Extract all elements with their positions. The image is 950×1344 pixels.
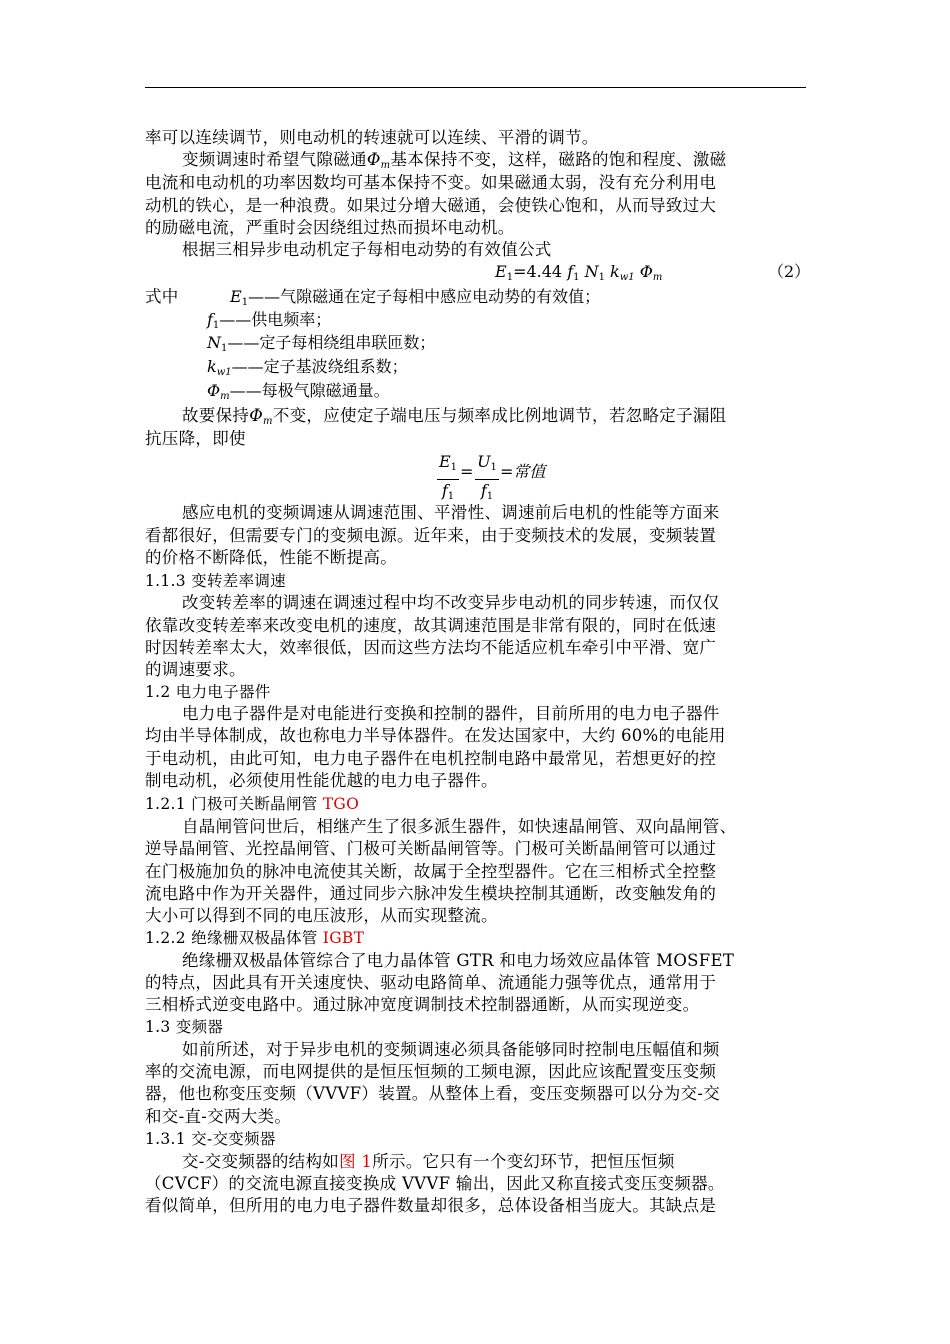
- paragraph-line: 看都很好，但需要专门的变频电源。近年来，由于变频技术的发展，变频装置: [145, 526, 717, 545]
- paragraph-line: 电流和电动机的功率因数均可基本保持不变。如果磁通太弱，没有充分利用电: [145, 173, 717, 192]
- paragraph-line: 依靠改变转差率来改变电机的速度，故其调速范围是非常有限的，同时在低速: [145, 616, 717, 635]
- paragraph-line: 绝缘栅双极晶体管综合了电力晶体管 GTR 和电力场效应晶体管 MOSFET: [182, 951, 735, 970]
- paragraph-line: （CVCF）的交流电源直接变换成 VVVF 输出，因此又称直接式变压变频器。: [145, 1174, 725, 1193]
- phi-symbol: $\Phi_m$: [366, 150, 391, 171]
- paragraph-line: 的价格不断降低，性能不断提高。: [145, 548, 397, 567]
- definition-e1: $E_1——$气隙磁通在定子每相中感应电动势的有效值；: [230, 287, 601, 308]
- equation-number: （2）: [768, 262, 811, 281]
- paragraph-line: 器，他也称变压变频（VVVF）装置。从整体上看，变压变频器可以分为交-交: [145, 1084, 721, 1103]
- text: 基本保持不变，这样，磁路的饱和程度、激磁: [390, 150, 727, 169]
- equals-sign: =: [460, 462, 474, 481]
- definition-f1: $f_1——$供电频率；: [207, 310, 332, 331]
- definition-kw1: $k_{w1}——$定子基波绕组系数；: [207, 357, 408, 378]
- paragraph-line: 抗压降，即使: [145, 429, 246, 448]
- section-heading-1-3-1: 1.3.1 交-交变频器: [145, 1130, 276, 1148]
- where-label: 式中: [145, 287, 179, 306]
- paragraph-line: 如前所述，对于异步电机的变频调速必须具备能够同时控制电压幅值和频: [182, 1040, 720, 1059]
- paragraph-line: 在门极施加负的脉冲电流使其关断，故属于全控型器件。它在三相桥式全控整: [145, 862, 717, 881]
- tgo-link[interactable]: TGO: [322, 795, 360, 813]
- fraction-e1-f1: $E_1$ $f_1$: [438, 452, 458, 502]
- figure-1-link[interactable]: 图 1: [339, 1152, 373, 1171]
- paragraph-line: 流电路中作为开关器件，通过同步六脉冲发生模块控制其通断，改变触发角的: [145, 884, 717, 903]
- phi-symbol: $\Phi_m$: [249, 406, 273, 427]
- paragraph-line: 均由半导体制成，故也称电力半导体器件。在发达国家中，大约 60%的电能用: [145, 726, 726, 745]
- section-heading-1-3: 1.3 变频器: [145, 1018, 224, 1036]
- paragraph-line: 大小可以得到不同的电压波形，从而实现整流。: [145, 906, 498, 925]
- section-heading-1-2-2: 1.2.2 绝缘栅双极晶体管 IGBT: [145, 929, 365, 947]
- paragraph-line: 自晶闸管问世后，相继产生了很多派生器件，如快速晶闸管、双向晶闸管、: [182, 817, 737, 836]
- section-heading-1-1-3: 1.1.3 变转差率调速: [145, 572, 286, 590]
- paragraph-line: 感应电机的变频调速从调速范围、平滑性、调速前后电机的性能等方面来: [182, 503, 720, 522]
- section-heading-1-2: 1.2 电力电子器件: [145, 683, 271, 701]
- paragraph-line: 的调速要求。: [145, 660, 246, 679]
- paragraph-line: 故要保持$\Phi_m$不变，应使定子端电压与频率成比例地调节，若忽略定子漏阻: [182, 406, 727, 427]
- paragraph-line: 交-交变频器的结构如图 1所示。它只有一个变幻环节，把恒压恒频: [182, 1152, 675, 1171]
- section-heading-1-2-1: 1.2.1 门极可关断晶闸管 TGO: [145, 795, 360, 813]
- equation-emf: $E_1=4.44$ $f_1$ $N_1$ $k_{w1}$ $\Phi_m$: [495, 262, 663, 283]
- text: 变频调速时希望气隙磁通: [182, 150, 367, 169]
- header-rule: [145, 87, 806, 88]
- paragraph-line: 电力电子器件是对电能进行变换和控制的器件，目前所用的电力电子器件: [182, 704, 720, 723]
- definition-phi: $\Phi_m——$每极气隙磁通量。: [207, 381, 390, 402]
- paragraph-line: 率的交流电源，而电网提供的是恒压恒频的工频电源，因此应该配置变压变频: [145, 1062, 717, 1081]
- paragraph-line: 动机的铁心，是一种浪费。如果过分增大磁通，会使铁心饱和，从而导致过大: [145, 196, 717, 215]
- paragraph-line: 逆导晶闸管、光控晶闸管、门极可关断晶闸管等。门极可关断晶闸管可以通过: [145, 839, 717, 858]
- paragraph-line: 率可以连续调节，则电动机的转速就可以连续、平滑的调节。: [145, 128, 599, 147]
- paragraph-line: 于电动机，由此可知，电力电子器件在电机控制电路中最常见，若想更好的控: [145, 749, 717, 768]
- paragraph-line: 看似简单，但所用的电力电子器件数量却很多，总体设备相当庞大。其缺点是: [145, 1196, 717, 1215]
- paragraph-line: 改变转差率的调速在调速过程中均不改变异步电动机的同步转速，而仅仅: [182, 593, 720, 612]
- igbt-link[interactable]: IGBT: [322, 929, 365, 947]
- definition-n1: $N_1——$定子每相绕组串联匝数；: [207, 333, 436, 354]
- paragraph-line: 和交-直-交两大类。: [145, 1107, 292, 1126]
- paragraph-line: 时因转差率太大，效率很低，因而这些方法均不能适应机车牵引中平滑、宽广: [145, 638, 717, 657]
- paragraph-line: 的特点，因此具有开关速度快、驱动电路简单、流通能力强等优点，通常用于: [145, 973, 717, 992]
- constant-value: =常值: [500, 462, 546, 481]
- paragraph-line: 根据三相异步电动机定子每相电动势的有效值公式: [182, 240, 552, 259]
- paragraph-line: 的励磁电流，严重时会因绕组过热而损坏电动机。: [145, 218, 515, 237]
- paragraph-line: 制电动机，必须使用性能优越的电力电子器件。: [145, 771, 498, 790]
- fraction-u1-f1: $U_1$ $f_1$: [474, 451, 500, 508]
- paragraph-line: 三相桥式逆变电路中。通过脉冲宽度调制技术控制器通断，从而实现逆变。: [145, 995, 700, 1014]
